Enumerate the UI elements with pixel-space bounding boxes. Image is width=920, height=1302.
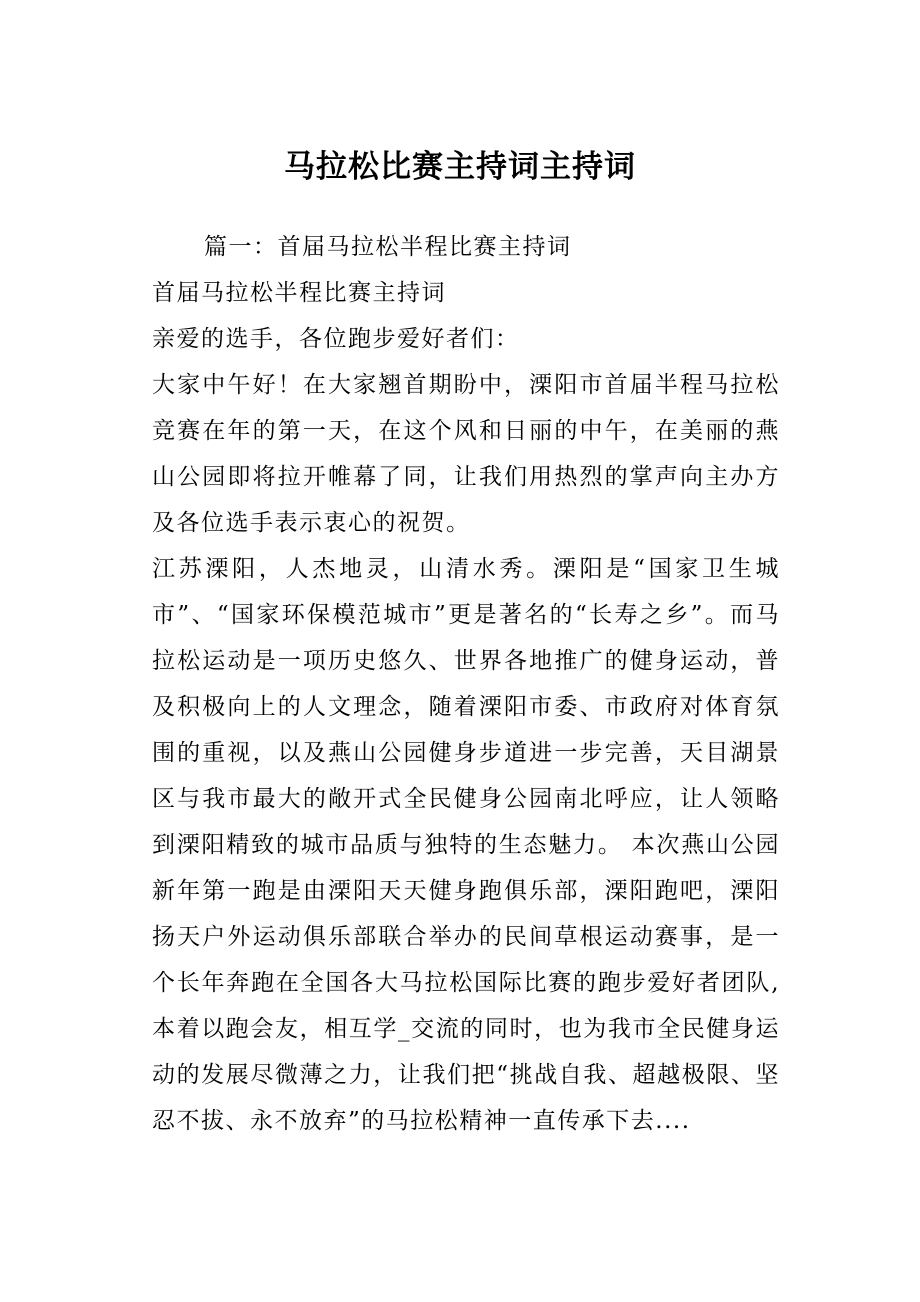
document-body xyxy=(140,224,780,1144)
section-heading: 篇一：首届马拉松半程比赛主持词 xyxy=(204,234,572,260)
body-paragraph: 大家中午好！在大家翘首期盼中，溧阳市首届半程马拉松竞赛在年的第一天，在这个风和日丽的中午，在美丽的燕山公园即将拉开帷幕了同，让我们用热烈的掌声向主办方及各位选手表示衷心的祝贺。 xyxy=(152,372,780,536)
body-paragraph: 江苏溧阳，人杰地灵，山清水秀。溧阳是“国家卫生城市”、“国家环保模范城市”更是著名的“长寿之乡”。而马拉松运动是一项历史悠久、世界各地推广的健身运动，普及积极向上的人文理念，随着溧阳市委、市政府对体育氛围的重视，以及燕山公园健身步道进一步完善，天目湖景区与我市最大的敞开式全民健身公园南北呼应，让人领略到溧阳精致的城市品质与独特的生态魅力。 本次燕山公园新年第一跑是由溧阳天天健身跑俱乐部，溧阳跑吧，溧阳扬天户外运动俱乐部联合举办的民间草根运动赛事，是一个长年奔跑在全国各大马拉松国际比赛的跑步爱好者团队,本着以跑会友，相互学_交流的同时，也为我市全民健身运动的发展尽微薄之力，让我们把“挑战自我、超越极限、坚忍不拔、永不放弃”的马拉松精神一直传承下去.... xyxy=(152,556,780,1134)
document-title: 马拉松比赛主持词主持词 xyxy=(284,149,636,185)
subtitle-paragraph: 首届马拉松半程比赛主持词 xyxy=(152,280,446,306)
greeting-paragraph: 亲爱的选手，各位跑步爱好者们： xyxy=(152,326,520,352)
